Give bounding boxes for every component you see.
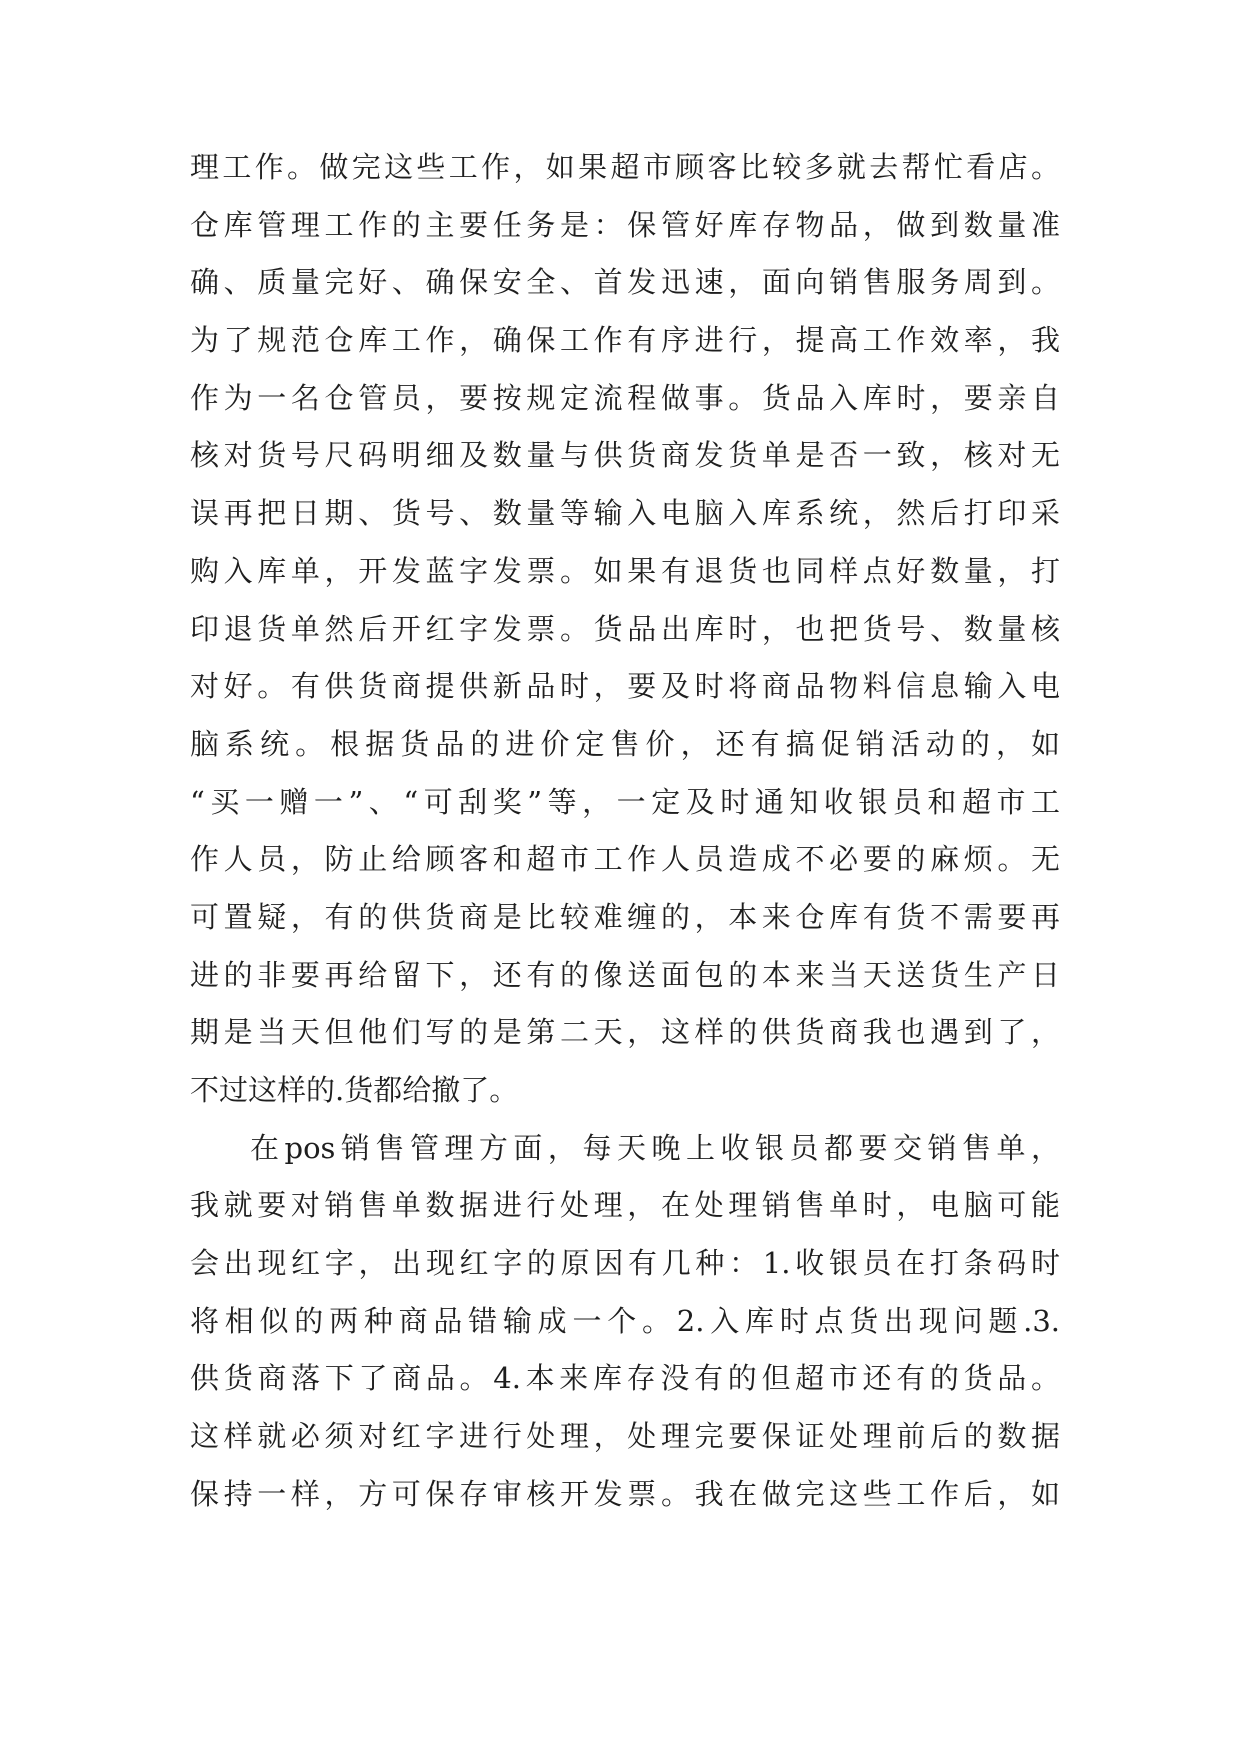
text-line: 为了规范仓库工作，确保工作有序进行，提高工作效率，我 [190, 323, 1060, 358]
text-line: 保持一样，方可保存审核开发票。我在做完这些工作后，如 [190, 1476, 1060, 1511]
text-line: 进的非要再给留下，还有的像送面包的本来当天送货生产日 [190, 957, 1060, 992]
text-line: 核对货号尺码明细及数量与供货商发货单是否一致，核对无 [190, 438, 1060, 473]
text-line: “买一赠一”、“可刮奖”等，一定及时通知收银员和超市工 [190, 784, 1060, 819]
text-line: 作为一名仓管员，要按规定流程做事。货品入库时，要亲自 [190, 380, 1060, 415]
text-line: 期是当天但他们写的是第二天，这样的供货商我也遇到了， [190, 1015, 1060, 1050]
text-line: 脑系统。根据货品的进价定售价，还有搞促销活动的，如 [190, 726, 1060, 761]
text-line: 不过这样的.货都给撤了。 [190, 1073, 519, 1107]
text-line: 作人员，防止给顾客和超市工作人员造成不必要的麻烦。无 [190, 842, 1060, 877]
text-line: 供货商落下了商品。4.本来库存没有的但超市还有的货品。 [190, 1361, 1060, 1396]
text-line: 在pos销售管理方面，每天晚上收银员都要交销售单， [250, 1130, 1060, 1165]
text-line: 我就要对销售单数据进行处理，在处理销售单时，电脑可能 [190, 1188, 1060, 1223]
text-line: 这样就必须对红字进行处理，处理完要保证处理前后的数据 [190, 1419, 1060, 1454]
document-body [190, 139, 1060, 1524]
text-line: 会出现红字，出现红字的原因有几种：1.收银员在打条码时 [190, 1246, 1060, 1281]
text-line: 仓库管理工作的主要任务是：保管好库存物品，做到数量准 [190, 207, 1060, 242]
text-line: 对好。有供货商提供新品时，要及时将商品物料信息输入电 [190, 669, 1060, 704]
text-line: 将相似的两种商品错输成一个。2.入库时点货出现问题.3. [190, 1303, 1060, 1338]
text-line: 印退货单然后开红字发票。货品出库时，也把货号、数量核 [190, 611, 1060, 646]
paragraph-2 [190, 1120, 1060, 1524]
text-line: 误再把日期、货号、数量等输入电脑入库系统，然后打印采 [190, 496, 1060, 531]
text-line: 确、质量完好、确保安全、首发迅速，面向销售服务周到。 [190, 265, 1060, 300]
text-line: 购入库单，开发蓝字发票。如果有退货也同样点好数量，打 [190, 553, 1060, 588]
paragraph-1 [190, 139, 1060, 1120]
text-line: 理工作。做完这些工作，如果超市顾客比较多就去帮忙看店。 [190, 150, 1060, 184]
text-line: 可置疑，有的供货商是比较难缠的，本来仓库有货不需要再 [190, 899, 1060, 934]
